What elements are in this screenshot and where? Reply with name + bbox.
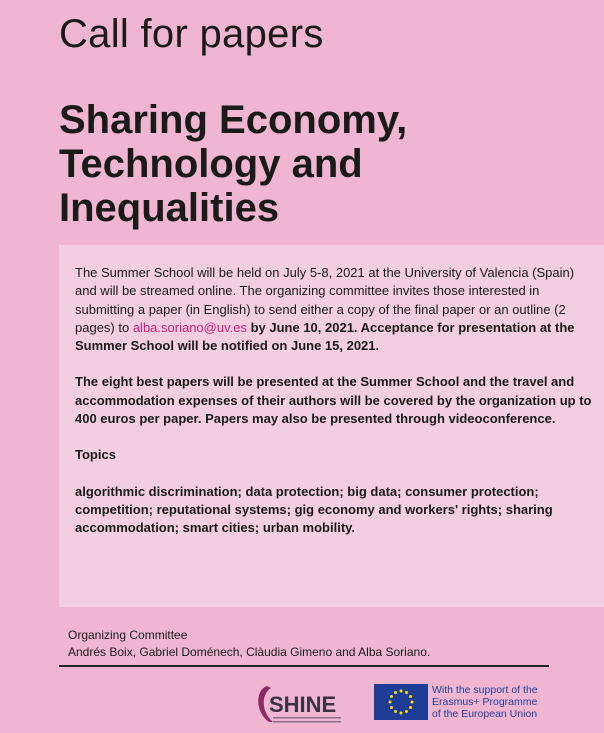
best-papers-paragraph: The eight best papers will be presented at the Summer School and the travel and accommodation expenses of their authors will be covered by the organization up to 400 euros per paper. Papers may also be presented through videoconference. bbox=[75, 374, 592, 427]
eu-flag-icon bbox=[374, 684, 428, 720]
footer-divider bbox=[59, 665, 549, 667]
eu-star bbox=[394, 691, 397, 694]
intro-paragraph bbox=[75, 264, 592, 355]
intro-text: The Summer School will be held on July 5-8, 2021 at the University of Valencia (Spain) and will be streamed online. The organizing committee invites those interested in submitting a paper (in English) to send either a copy of the final paper or an outline (2 pages) to bbox=[75, 265, 575, 335]
page-subtitle bbox=[59, 98, 559, 230]
eu-star bbox=[405, 710, 408, 713]
eu-support-line: With the support of the bbox=[432, 684, 538, 696]
eu-star bbox=[409, 695, 412, 698]
eu-star bbox=[389, 701, 392, 704]
subtitle-line: Technology and bbox=[59, 142, 363, 186]
shine-logo bbox=[253, 682, 353, 728]
eu-support-line: Erasmus+ Programme bbox=[432, 696, 538, 708]
organizing-committee bbox=[68, 627, 430, 661]
eu-star bbox=[394, 710, 397, 713]
eu-star bbox=[411, 701, 414, 704]
eu-star bbox=[405, 691, 408, 694]
eu-star bbox=[400, 690, 403, 693]
subtitle-line: Sharing Economy, bbox=[59, 98, 408, 142]
contact-email-link[interactable]: alba.soriano@uv.es bbox=[132, 319, 247, 335]
erasmus-support-text bbox=[432, 684, 538, 720]
eu-star bbox=[390, 695, 393, 698]
eu-star bbox=[400, 712, 403, 715]
page-title: Call for papers bbox=[59, 12, 324, 56]
subtitle-line: Inequalities bbox=[59, 186, 280, 230]
topics-heading: Topics bbox=[75, 447, 116, 463]
shine-logo-text: SHINE bbox=[269, 692, 337, 717]
eu-star bbox=[409, 706, 412, 709]
eu-star bbox=[390, 706, 393, 709]
committee-label: Organizing Committee bbox=[68, 628, 188, 642]
info-panel bbox=[59, 245, 604, 607]
intro-deadline-text: by June 10, 2021. Acceptance for presentation at the Summer School will be notified on June 15, 2021. bbox=[75, 319, 575, 354]
eu-support-line: of the European Union bbox=[432, 708, 538, 720]
topics-list: algorithmic discrimination; data protection; big data; consumer protection; competition; reputational systems; gig economy and workers' rights; sharing accommodation; smart cities; urban mobility. bbox=[75, 483, 553, 536]
committee-members: Andrés Boix, Gabriel Doménech, Clàudia Gimeno and Alba Soriano. bbox=[68, 645, 431, 659]
